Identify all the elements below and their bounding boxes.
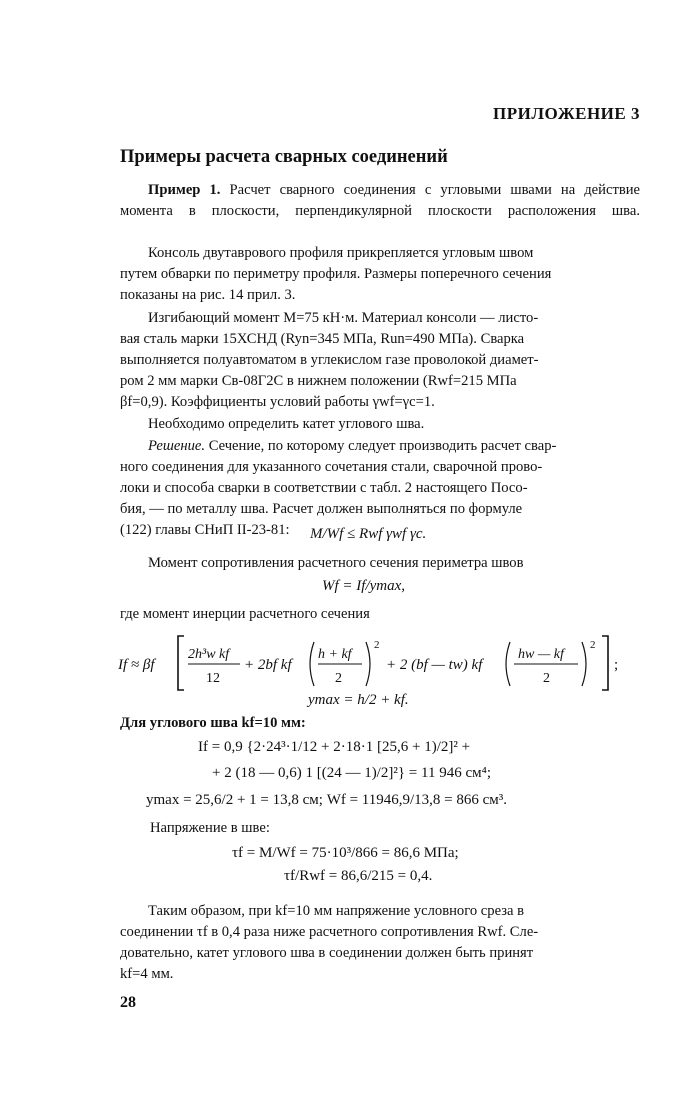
conclusion-line-4: kf=4 мм. xyxy=(120,966,174,982)
moment-text: Момент сопротивления расчетного сечения периметра швов xyxy=(148,555,524,571)
solution-label: Решение. xyxy=(148,438,206,454)
solution-text-1: Сечение, по которому следует производить расчет свар- xyxy=(208,438,557,454)
p2-line-1: Консоль двутаврового профиля прикрепляется угловым швом xyxy=(148,245,534,261)
p3-line-3: выполняется полуавтоматом в углекислом газе проволокой диамет- xyxy=(120,352,539,368)
inertia-sq-1: 2 xyxy=(374,639,380,651)
inertia-sq-2: 2 xyxy=(590,639,596,651)
formula-inertia xyxy=(118,628,638,698)
inertia-frac2-num: h + kf xyxy=(318,647,352,662)
inertia-frac1-num: 2h³w kf xyxy=(188,647,230,662)
inertia-text: где момент инерции расчетного сечения xyxy=(120,606,370,622)
conclusion-line-2: соединении τf в 0,4 раза ниже расчетного сопротивления Rwf. Сле- xyxy=(120,924,539,940)
conclusion-line-1: Таким образом, при kf=10 мм напряжение условного среза в xyxy=(148,903,525,919)
stress-text: Напряжение в шве: xyxy=(150,820,270,836)
formula-condition: M/Wf ≤ Rwf γwf γc. xyxy=(310,526,427,542)
inertia-lhs: If ≈ βf xyxy=(118,657,155,673)
inertia-frac3-den: 2 xyxy=(543,671,550,686)
calc-line-4: τf = M/Wf = 75·10³/866 = 86,6 МПа; xyxy=(232,845,459,861)
weld-text: Для углового шва kf=10 мм: xyxy=(120,715,306,731)
solution-line-1 xyxy=(148,436,556,457)
inertia-plus1: + 2bf kf xyxy=(244,657,292,673)
example-1-paragraph xyxy=(120,180,640,222)
p2-line-2: путем обварки по периметру профиля. Размеры поперечного сечения xyxy=(120,266,552,282)
inertia-frac1-den: 12 xyxy=(206,671,220,686)
calc-line-5: τf/Rwf = 86,6/215 = 0,4. xyxy=(284,868,433,884)
p3-line-1: Изгибающий момент M=75 кН·м. Материал консоли — листо- xyxy=(148,310,539,326)
inertia-plus2: + 2 (bf — tw) kf xyxy=(386,657,483,673)
p2-line-3: показаны на рис. 14 прил. 3. xyxy=(120,287,296,303)
solution-line-4: бия, — по металлу шва. Расчет должен выполняться по формуле xyxy=(120,501,523,517)
p3-line-4: ром 2 мм марки Св-08Г2С в нижнем положении (Rwf=215 МПа xyxy=(120,373,517,389)
calc-line-1: If = 0,9 {2·24³·1/12 + 2·18·1 [25,6 + 1)/2]² + xyxy=(198,739,471,755)
p3-line-2: вая сталь марки 15ХСНД (Ryn=345 МПа, Run=490 МПа). Сварка xyxy=(120,331,525,347)
page-number: 28 xyxy=(120,994,136,1011)
example-1-text: Расчет сварного соединения с угловыми швами на действие момента в плоскости, перпендикулярной плоскости расположения шва. xyxy=(120,182,640,219)
p4-line: Необходимо определить катет углового шва. xyxy=(148,416,425,432)
inertia-frac3-num: hw — kf xyxy=(518,647,564,662)
calc-line-2: + 2 (18 — 0,6) 1 [(24 — 1)/2]²} = 11 946 см⁴; xyxy=(212,765,491,781)
solution-line-3: локи и способа сварки в соответствии с табл. 2 настоящего Посо- xyxy=(120,480,528,496)
appendix-header: ПРИЛОЖЕНИЕ 3 xyxy=(493,104,640,123)
solution-line-5: (122) главы СНиП II-23-81: xyxy=(120,522,290,538)
example-1-label: Пример 1. xyxy=(148,182,221,198)
conclusion-line-3: довательно, катет углового шва в соединении должен быть принят xyxy=(120,945,534,961)
solution-line-2: ного соединения для указанного сочетания стали, сварочной прово- xyxy=(120,459,543,475)
inertia-end: ; xyxy=(614,657,619,673)
section-title: Примеры расчета сварных соединений xyxy=(120,147,448,167)
calc-line-3: ymax = 25,6/2 + 1 = 13,8 см; Wf = 11946,9/13,8 = 866 см³. xyxy=(146,792,508,808)
formula-ymax: ymax = h/2 + kf. xyxy=(308,692,409,708)
p3-line-5: βf=0,9). Коэффициенты условий работы γwf=γc=1. xyxy=(120,394,435,410)
formula-section-modulus: Wf = If/ymax, xyxy=(322,578,406,594)
inertia-frac2-den: 2 xyxy=(335,671,342,686)
